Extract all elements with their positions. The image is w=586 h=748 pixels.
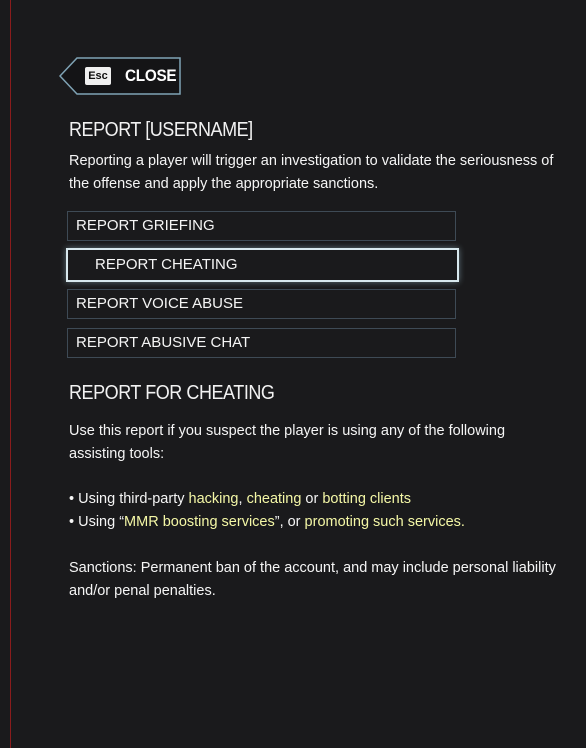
highlight-mmr-boosting: MMR boosting services: [124, 514, 275, 530]
report-cheating-option[interactable]: REPORT CHEATING: [66, 248, 459, 282]
bullet-mmr-boosting: [69, 511, 559, 534]
cheating-section-title: REPORT FOR CHEATING: [69, 382, 275, 404]
bullet-text: .: [460, 514, 465, 530]
bullet-text: or: [301, 491, 323, 507]
highlight-hacking: hacking: [188, 491, 239, 507]
highlight-promoting-services: promoting such services: [304, 514, 461, 530]
report-panel: [10, 0, 585, 748]
bullet-text: • Using “: [69, 514, 125, 530]
report-griefing-option[interactable]: REPORT GRIEFING: [67, 211, 456, 241]
highlight-botting-clients: botting clients: [322, 491, 412, 507]
highlight-cheating: cheating: [246, 491, 302, 507]
bullet-third-party-tools: [69, 488, 559, 511]
report-abusive-chat-option[interactable]: REPORT ABUSIVE CHAT: [67, 328, 456, 358]
bullet-text: ”, or: [274, 514, 305, 530]
report-voice-abuse-option[interactable]: REPORT VOICE ABUSE: [67, 289, 456, 319]
bullet-text: ,: [238, 491, 247, 507]
report-title: REPORT [USERNAME]: [69, 119, 253, 141]
bullet-text: • Using third-party: [69, 491, 189, 507]
close-label: CLOSE: [125, 66, 177, 85]
close-button[interactable]: [59, 57, 181, 95]
sanctions-text: Sanctions: Permanent ban of the account, and may include personal liability and/or penal penalties.: [69, 560, 556, 599]
cheating-bullet-list: [69, 488, 559, 534]
esc-key-icon: Esc: [85, 67, 111, 85]
cheating-description: Use this report if you suspect the player is using any of the following assisting tools:: [69, 423, 506, 462]
report-description: Reporting a player will trigger an investigation to validate the seriousness of the offense and apply the appropriate sanctions.: [69, 153, 554, 192]
